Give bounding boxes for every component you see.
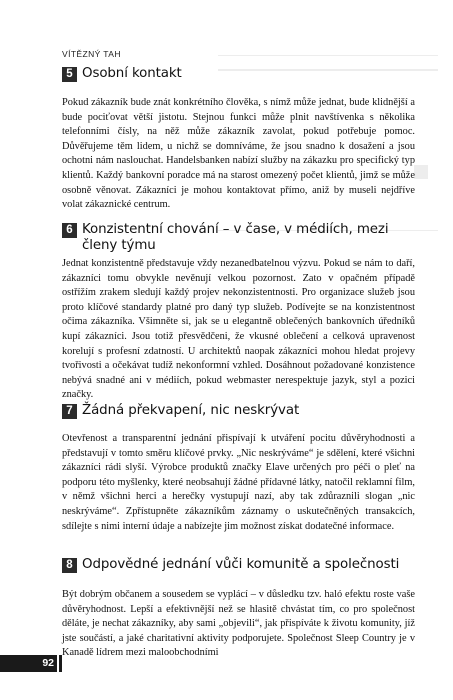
section-heading-5	[62, 66, 422, 82]
section-title: Odpovědné jednání vůči komunitě a společnosti	[82, 557, 400, 572]
page-number: 92	[0, 655, 57, 672]
section-title: Osobní kontakt	[82, 66, 182, 81]
section-number-badge: 7	[62, 404, 77, 419]
running-head: VÍTĚZNÝ TAH	[62, 49, 121, 59]
section-heading-8	[62, 557, 422, 573]
section-number-badge: 6	[62, 223, 77, 238]
section-body-7: Otevřenost a transparentní jednání přispívají k utváření pocitu důvěryhodnosti a představují v tomto směru klíčové prvky. „Nic neskrýváme“ je sdělení, které všichni zákazníci rádi slyší. Výrobce produktů značky Elave určených pro péči o pleť na podporu této myšlenky, které neobsahují žádné přídavné látky, natočil reklamní film, v němž všichni herci a herečky vystupují nazí, aby tak zdůraznili slogan „nic neskrýváme“. Zpřístupněte zákazníkům záznamy o uskutečněných transakcích, sdílejte s nimi interní údaje a nabízejte jim možnost získat dodatečné informace.	[62, 433, 415, 532]
section-number-badge: 5	[62, 67, 77, 82]
section-number-badge: 8	[62, 558, 77, 573]
section-body-6: Jednat konzistentně představuje vždy nezanedbatelnou výzvu. Pokud se nám to daří, zákazníci tomu obvykle nevěnují velkou pozornost. Zato v opačném případě ostřížím zrakem sledují každý projev nekonzistentnosti. Pro organizace služeb jsou proto klíčové standardy platné pro daný typ služeb. Podívejte se na konzistentnost očima zákazníka. Všimněte si, jak se u elegantně oblečených bankovních úředníků kupí zákazníci. Jsou totiž přesvědčeni, že vkusné oblečení a celková upravenost korelují s profesní zdatností. U architektů naopak zákazníci mohou hledat projevy tvořivosti a očekávat tudíž nekonformní vzhled. Dosáhnout požadované konzistence nebývá snadné ani v médiích, pokud webmaster nerespektuje jazyk, styl a pozici značky.	[62, 258, 415, 401]
section-heading-6	[62, 222, 392, 254]
section-body-8: Být dobrým občanem a sousedem se vyplácí – v důsledku tzv. haló efektu roste vaše důvěryhodnost. Lepší a efektivnější než se hlasitě chvástat tím, co pro společnost děláte, je nechat zákazníky, aby sami „objevili“, jak přispíváte k životu komunity, jíž jste součástí, a jaké charitativní aktivity podporujete. Společnost Sleep Country je v Kanadě lídrem mezi maloobchodními	[62, 589, 415, 659]
page-number-bar	[59, 655, 62, 672]
section-body-5: Pokud zákazník bude znát konkrétního člověka, s nímž může jednat, bude klidnější a bude pociťovat větší jistotu. Stejnou funkci může plnit navštívenka s několika telefonními čísly, na něž může zákazník zavolat, pokud potřebuje pomoc. Důvěřujeme těm lidem, u nichž se domníváme, že jsou snadno k dosažení a jsou ochotni nám naslouchat. Handelsbanken nabízí služby na zákazku pro specifický typ klientů. Každý bankovní poradce má na starost omezený počet klientů, jimž se může osobně věnovat. Zákazníci je mohou kontaktovat přímo, aniž by museli nejdříve volat zákaznické centrum.	[62, 97, 415, 211]
section-heading-7	[62, 403, 422, 419]
section-title: Konzistentní chování – v čase, v médiích, mezi členy týmu	[82, 222, 389, 253]
section-title: Žádná překvapení, nic neskrývat	[82, 403, 300, 418]
